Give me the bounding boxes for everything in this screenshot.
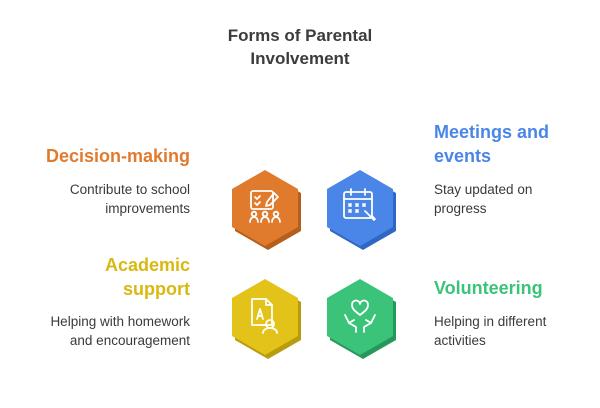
desc-volunteering: Helping in different activities xyxy=(434,314,547,348)
desc-decision-making: Contribute to school improvements xyxy=(69,182,190,216)
desc-meetings-and-events: Stay updated on progress xyxy=(434,182,533,216)
heading-meetings-and-events: Meetings and events xyxy=(434,122,550,166)
heading-decision-making: Decision-making xyxy=(45,146,190,166)
title-line-2: Involvement xyxy=(250,49,350,68)
desc-academic-support: Helping with homework and encouragement xyxy=(50,314,190,348)
heading-academic-support: Academic support xyxy=(104,255,190,299)
hex-meetings-and-events xyxy=(323,166,397,250)
diagram-title xyxy=(150,24,450,70)
hex-academic-support xyxy=(228,275,302,359)
hex-volunteering xyxy=(323,275,397,359)
heading-volunteering: Volunteering xyxy=(434,278,543,298)
hex-decision-making xyxy=(228,166,302,250)
title-line-1: Forms of Parental xyxy=(227,26,373,45)
